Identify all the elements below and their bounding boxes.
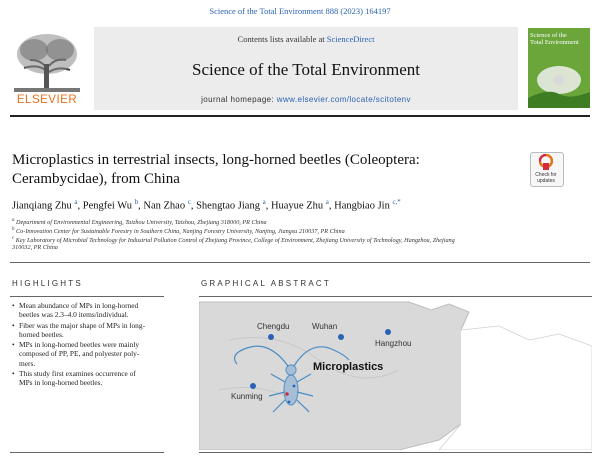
highlights-rule-bottom [10,452,164,453]
author-name[interactable]: Nan Zhao [143,200,186,212]
cover-title-line2: Total Environment [530,39,579,46]
affiliation-continued [12,244,532,252]
contents-line [94,34,518,44]
contents-prefix: Contents lists available at [237,34,325,44]
author-affiliation-mark[interactable]: b [134,198,139,206]
affiliation-mark: c [12,236,15,241]
homepage-prefix: journal homepage: [201,95,275,104]
journal-homepage [94,95,518,104]
highlight-line: beetles was 2.3–4.0 items/individual. [19,310,129,320]
author-affiliation-mark[interactable]: c [187,198,191,206]
author-name[interactable]: Shengtao Jiang [196,200,260,212]
author-name[interactable]: Hangbiao Jin [334,200,390,212]
check-updates-icon [539,154,553,171]
highlights-rule-top [10,296,164,297]
highlight-line: Fiber was the major shape of MPs in long- [19,320,146,330]
check-updates-label [530,173,562,184]
homepage-link[interactable]: www.elsevier.com/locate/scitotenv [276,95,411,104]
author-name[interactable]: Huayue Zhu [270,200,324,212]
highlights-list [12,301,164,389]
highlight-line: Mean abundance of MPs in long-horned [19,301,139,310]
highlight-item [12,321,164,340]
city-marker-hangzhou [385,329,391,335]
article-title-line2: Cerambycidae), from China [12,171,180,187]
highlight-item [12,301,164,320]
highlight-line: composed of PP, PE, and polyester poly- [19,349,140,359]
highlight-item [12,340,164,368]
check-updates-line1: Check for [535,172,557,178]
city-marker-kunming [250,383,256,389]
highlight-item [12,369,164,388]
article-title-line1: Microplastics in terrestrial insects, long-horned beetles (Coleoptera: [12,152,420,168]
affiliation-text: Key Laboratory of Microbial Technology for Industrial Pollution Control of Zhejiang Province, College of Environment, Zhejiang University of Technology, Hangzhou, Zhejiang [15,237,455,245]
journal-title: Science of the Total Environment [192,60,420,79]
city-marker-wuhan [338,334,344,340]
highlight-line: mers. [19,358,36,368]
cover-title-line1: Science of the [530,32,567,39]
author-affiliation-mark[interactable]: c,* [392,198,401,206]
highlight-line: MPs in long-horned beetles. [19,378,103,388]
affiliation-mark: a [12,218,15,223]
city-marker-chengdu [268,334,274,340]
publisher-name: ELSEVIER [16,94,78,106]
affiliation-text: Department of Environmental Engineering, Taizhou University, Taizhou, Zhejiang 318000, PR China [16,219,267,227]
graphical-abstract-heading: GRAPHICAL ABSTRACT [201,279,331,288]
section-rule [10,262,590,263]
highlights-heading: HIGHLIGHTS [12,279,83,288]
city-label-chengdu: Chengdu [257,322,290,331]
journal-cover-title [530,32,579,46]
china-map-region [199,302,489,450]
author-affiliation-mark[interactable]: a [262,198,266,206]
check-updates-line2: updates [537,177,555,184]
article-title [12,151,512,189]
microplastics-label: Microplastics [313,361,384,373]
highlight-line: This study first examines occurrence of [19,369,136,379]
graphical-abstract-rule-top [199,296,592,297]
author-name[interactable]: Pengfei Wu [82,200,133,212]
graphical-abstract-rule-bottom [199,452,592,453]
city-label-hangzhou: Hangzhou [375,339,412,348]
author-name[interactable]: Jianqiang Zhu [12,200,72,212]
city-label-wuhan: Wuhan [312,322,338,331]
affiliation-mark: b [12,227,15,232]
header-rule [10,115,590,117]
highlight-line: MPs in long-horned beetles were mainly [19,340,140,350]
journal-citation: Science of the Total Environment 888 (2023) 164197 [209,6,391,16]
author-affiliation-mark[interactable]: a [325,198,329,206]
cover-artwork [528,48,590,108]
city-label-kunming: Kunming [231,392,263,401]
highlight-line: horned beetles. [19,329,64,339]
author-list: Jianqiang Zhu $^a$, Pengfei Wu $^b$, Nan Zhao $^c$, Shengtao Jiang $^a$, Huayue Zhu $^a$, Hangbiao Jin $^{c,*}$ [12,198,401,212]
affiliation-text: 310032, PR China [12,244,58,251]
graphical-abstract-figure[interactable] [199,300,592,450]
sciencedirect-link[interactable]: ScienceDirect [326,34,375,44]
affiliation-text: Co-Innovation Center for Sustainable Forestry in Southern China, Nanjing Forestry University, Nanjing, Jiangsu 210037, PR China [16,228,345,236]
author-affiliation-mark[interactable]: a [74,198,78,206]
